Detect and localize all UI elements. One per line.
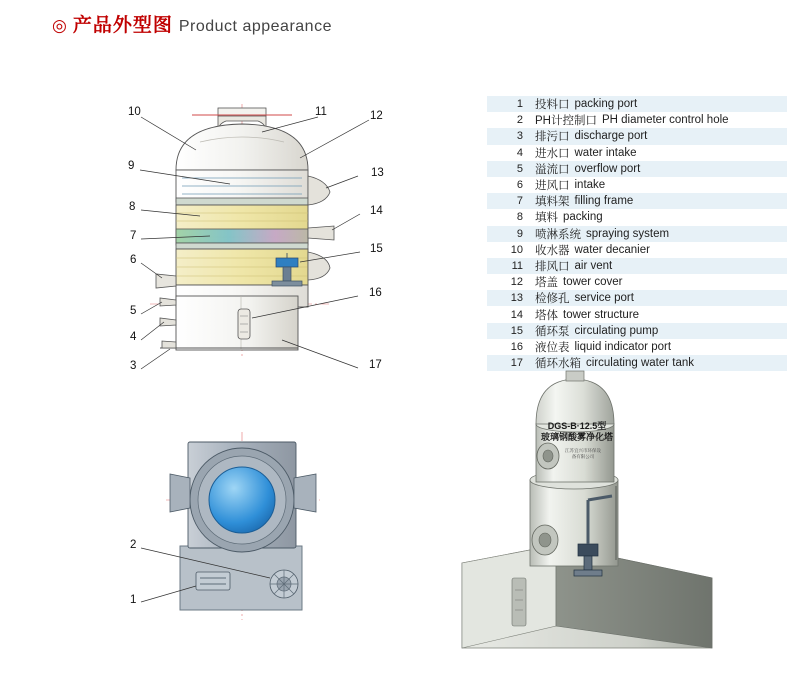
callout-6: 6 xyxy=(130,254,137,266)
photo-model-label-line1: DGS-B·12.5型 xyxy=(547,421,607,431)
legend-label-cn: 进风口 xyxy=(535,180,570,193)
legend-number: 14 xyxy=(510,308,523,321)
legend-number: 12 xyxy=(510,276,523,289)
callout-14: 14 xyxy=(370,205,383,217)
callout-13: 13 xyxy=(371,167,384,179)
bullet-icon: ◎ xyxy=(52,16,67,35)
legend-label-en: intake xyxy=(574,179,606,192)
callout-4: 4 xyxy=(130,331,137,343)
legend-label-cn: PH计控制口 xyxy=(535,115,597,128)
callout-12: 12 xyxy=(370,110,383,122)
callout-17: 17 xyxy=(369,359,382,371)
legend-number: 6 xyxy=(516,179,523,192)
legend-label-en: liquid indicator port xyxy=(574,340,672,353)
legend-number: 10 xyxy=(510,243,523,256)
legend-label-cn: 排污口 xyxy=(535,131,570,144)
legend-label-en: air vent xyxy=(574,259,613,272)
callout-3: 3 xyxy=(130,360,137,372)
legend-label-en: spraying system xyxy=(586,227,670,240)
legend-label-cn: 塔盖 xyxy=(535,277,558,290)
legend-label-cn: 溢流口 xyxy=(535,163,570,176)
legend-label-en: tower structure xyxy=(563,308,640,321)
legend-number: 1 xyxy=(516,98,523,111)
legend-label-en: PH diameter control hole xyxy=(601,114,729,127)
callout-2: 2 xyxy=(130,539,137,551)
legend-number: 2 xyxy=(516,114,523,127)
legend-number: 9 xyxy=(516,227,523,240)
legend-number: 7 xyxy=(516,195,523,208)
legend-label-en: filling frame xyxy=(574,195,634,208)
callout-8: 8 xyxy=(129,201,136,213)
callout-5: 5 xyxy=(130,305,137,317)
legend-label-cn: 循环泵 xyxy=(535,325,570,338)
legend-number: 3 xyxy=(516,130,523,143)
legend-label-en: overflow port xyxy=(574,162,641,175)
photo-nameplate-text: 江苏宜兴市环保设备有限公司 xyxy=(565,448,601,459)
legend-number: 15 xyxy=(510,324,523,337)
legend-number: 8 xyxy=(516,211,523,224)
callout-16: 16 xyxy=(369,287,382,299)
legend-label-cn: 检修孔 xyxy=(535,293,570,306)
callout-15: 15 xyxy=(370,243,383,255)
callout-9: 9 xyxy=(128,160,135,172)
legend-label-cn: 投料口 xyxy=(535,99,570,112)
legend-label-cn: 循环水箱 xyxy=(535,358,581,371)
callout-1: 1 xyxy=(130,594,137,606)
legend-number: 11 xyxy=(511,259,523,272)
page-title-en: Product appearance xyxy=(178,18,332,35)
legend-label-en: water decanier xyxy=(574,243,650,256)
legend-label-en: circulating water tank xyxy=(586,357,695,370)
legend-label-en: tower cover xyxy=(563,276,623,289)
legend-label-en: packing xyxy=(563,211,603,224)
legend-label-cn: 喷淋系统 xyxy=(535,228,581,241)
callout-7: 7 xyxy=(130,230,137,242)
legend-label-en: discharge port xyxy=(574,130,648,143)
legend-number: 13 xyxy=(510,292,523,305)
legend-label-cn: 填料架 xyxy=(535,196,570,209)
legend-number: 5 xyxy=(516,162,523,175)
legend-label-cn: 塔体 xyxy=(535,309,558,322)
legend-number: 16 xyxy=(510,340,523,353)
callout-10: 10 xyxy=(128,106,141,118)
legend-label-en: circulating pump xyxy=(574,324,659,337)
legend-label-cn: 排风口 xyxy=(535,260,570,273)
page-title-cn: 产品外型图 xyxy=(72,15,173,36)
legend-label-en: service port xyxy=(574,292,634,305)
legend-label-en: water intake xyxy=(574,146,637,159)
legend-label-cn: 液位表 xyxy=(535,341,570,354)
callout-11: 11 xyxy=(315,106,327,118)
legend-number: 4 xyxy=(516,146,523,159)
legend-label-en: packing port xyxy=(574,98,638,111)
legend-label-cn: 进水口 xyxy=(535,147,570,160)
legend-label-cn: 收水器 xyxy=(535,244,570,257)
legend-number: 17 xyxy=(510,357,523,370)
legend-label-cn: 填料 xyxy=(535,212,558,225)
photo-model-label-line2: 玻璃钢酸雾净化塔 xyxy=(540,432,613,442)
